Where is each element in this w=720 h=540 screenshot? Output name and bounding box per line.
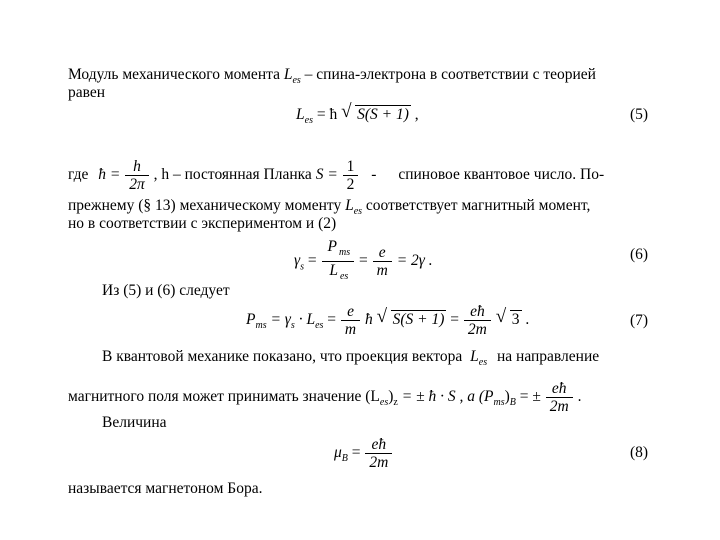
text-line: магнитного поля может принимать значение $(L_{es})_z$ = ± ħ · S , а $(P_{ms})_B$ = ± $\frac{eħ}{2m}$ .	[68, 380, 582, 415]
text-line: равен	[68, 84, 106, 101]
equation-8: $\mu_B$ = $\frac{eħ}{2m}$	[334, 436, 393, 471]
equation-number: (7)	[630, 312, 649, 329]
text-line: В квантовой механике показано, что проекция вектора $L_{es}$ на направление	[102, 348, 600, 369]
equation-5: $L_{es}$ = ħ √ S(S + 1) ,	[296, 106, 419, 130]
equation-number: (6)	[630, 246, 649, 263]
text-line: называется магнетоном Бора.	[68, 480, 263, 497]
text-line: прежнему (§ 13) механическому моменту $L_{es}$ соответствует магнитный момент,	[68, 197, 591, 218]
text-line: Величина	[102, 414, 167, 431]
text-line: Модуль механического момента $L_{es}$ – спина-электрона в соответствии с теорией	[68, 66, 596, 87]
equation-6: $\gamma_s$ = $\frac{P _{ms}}{L _{es}}$ = $\frac{e}{m}$ = 2γ .	[294, 238, 433, 283]
text-line: но в соответствии с экспериментом и (2)	[68, 215, 337, 232]
equation-7: $P_{ms} = \gamma_s \cdot L_{es}$ = $\frac{e}{m}$ ħ √ S(S + 1) = $\frac{eħ}{2m}$ √ 3 .	[246, 303, 529, 338]
equation-number: (5)	[630, 106, 649, 123]
text-line: Из (5) и (6) следует	[102, 282, 230, 299]
equation-number: (8)	[630, 444, 649, 461]
text-line: где ħ = $\frac{h}{2\pi}$ , h – постоянная Планка S = $\frac{1}{2}$ - спиновое квантовое число. По-	[68, 158, 605, 193]
